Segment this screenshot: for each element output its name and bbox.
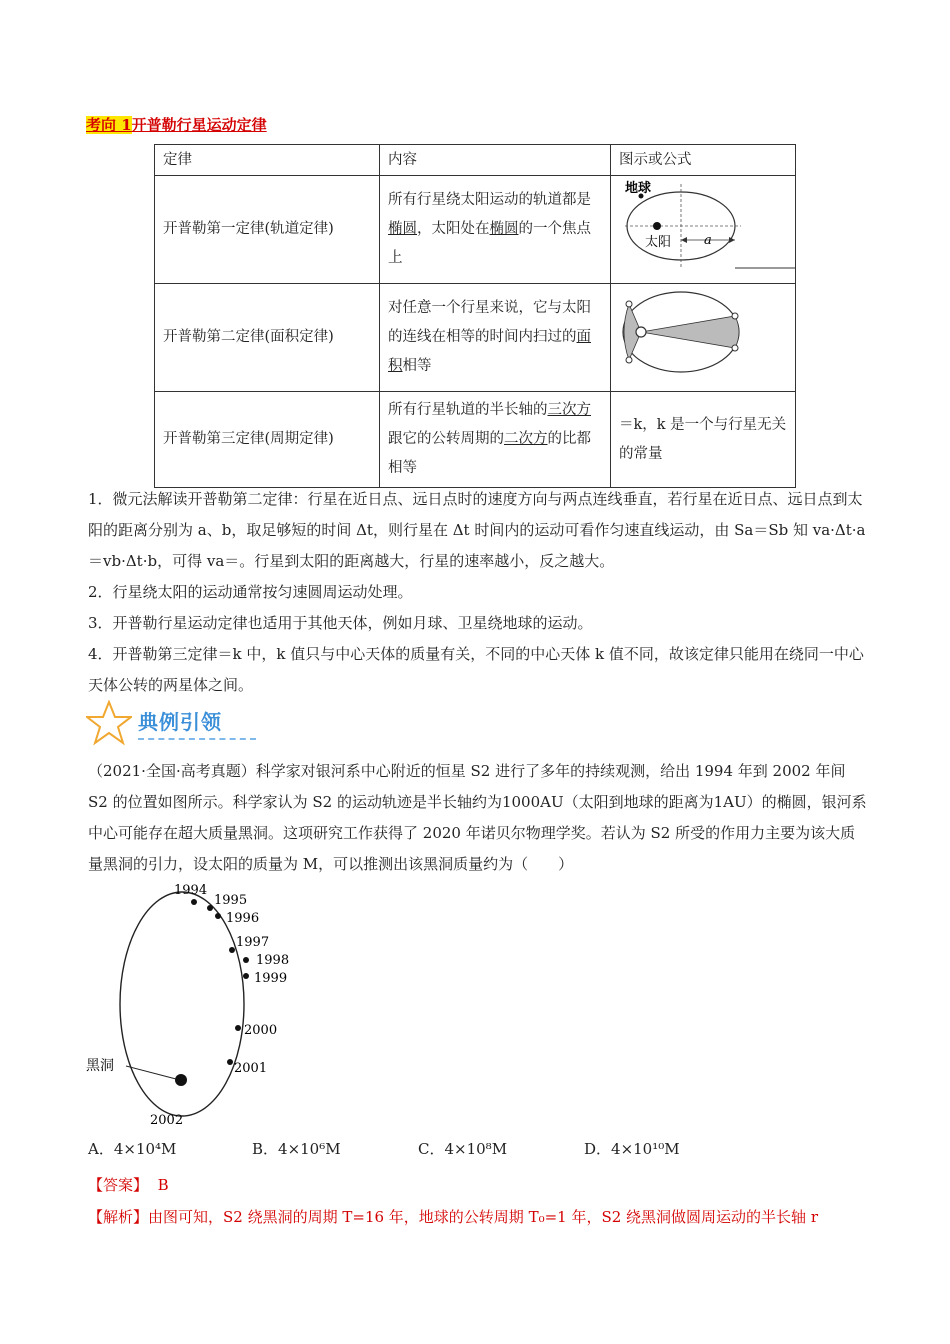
section-title bbox=[86, 114, 267, 135]
year-label: 2001 bbox=[234, 1061, 268, 1076]
table-row bbox=[155, 284, 796, 392]
second-law-diagram bbox=[611, 284, 796, 392]
year-label: 2000 bbox=[244, 1023, 278, 1038]
black-hole-label: 黑洞 bbox=[86, 1058, 114, 1074]
semi-axis-label: a bbox=[704, 233, 712, 248]
year-label: 1995 bbox=[214, 893, 248, 908]
answer-value: B bbox=[157, 1176, 169, 1194]
analysis-text: 由图可知，S2 绕黑洞的周期 T=16 年，地球的公转周期 T₀=1 年，S2 绕黑洞做圆周运动的半长轴 r bbox=[148, 1208, 818, 1226]
year-label: 1998 bbox=[256, 953, 290, 968]
choice-c[interactable]: C．4×10⁸M bbox=[418, 1140, 508, 1158]
example-heading bbox=[86, 700, 266, 744]
problem-text bbox=[88, 756, 868, 880]
sun-icon bbox=[636, 327, 646, 337]
earth-label: 地球 bbox=[625, 181, 652, 196]
law-name: 开普勒第一定律(轨道定律) bbox=[155, 176, 380, 284]
notes bbox=[88, 484, 868, 701]
choice-a[interactable]: A．4×10⁴M bbox=[88, 1140, 177, 1158]
ellipse-orbit-diagram bbox=[611, 176, 795, 272]
choice-b[interactable]: B．4×10⁶M bbox=[252, 1140, 341, 1158]
year-label: 2002 bbox=[150, 1113, 184, 1128]
law-content: 所有行星绕太阳运动的轨道都是椭圆，太阳处在椭圆的一个焦点上 bbox=[380, 176, 611, 284]
first-law-diagram bbox=[611, 176, 796, 284]
year-label: 1994 bbox=[174, 883, 208, 898]
law-name: 开普勒第三定律(周期定律) bbox=[155, 392, 380, 488]
section-title-text: 开普勒行星运动定律 bbox=[131, 116, 267, 134]
note-item: 1．微元法解读开普勒第二定律：行星在近日点、远日点时的速度方向与两点连线垂直，若行星在近日点、远日点到太阳的距离分别为 a、b，取足够短的时间 Δt，则行星在 Δt 时间内的运动可看作匀速直线运动，由 Sa＝Sb 知 va·Δt·a＝vb·Δt·b，可得 va＝。行星到太阳的距离越大，行星的速率越小，反之越大。 bbox=[88, 490, 866, 570]
law-name: 开普勒第二定律(面积定律) bbox=[155, 284, 380, 392]
header-law: 定律 bbox=[155, 145, 380, 176]
year-label: 1999 bbox=[254, 971, 288, 986]
area-law-diagram bbox=[611, 284, 779, 380]
note-item: 4．开普勒第三定律＝k 中，k 值只与中心天体的质量有关，不同的中心天体 k 值不同，故该定律只能用在绕同一中心天体公转的两星体之间。 bbox=[88, 645, 864, 694]
law-content: 对任意一个行星来说，它与太阳的连线在相等的时间内扫过的面积相等 bbox=[380, 284, 611, 392]
sun-icon bbox=[653, 222, 661, 230]
problem-stem: （2021·全国·高考真题）科学家对银河系中心附近的恒星 S2 进行了多年的持续观测，给出 1994 年到 2002 年间 S2 的位置如图所示。科学家认为 S2 的运动轨迹是半长轴约为1000AU（太阳到地球的距离为1AU）的椭圆，银河系中心可能存在超大质量黑洞。这项研究工作获得了 2020 年诺贝尔物理学奖。若认为 S2 所受的作用力主要为该大质量黑洞的引力，设太阳的质量为 M，可以推测出该黑洞质量约为（ ） bbox=[88, 762, 867, 873]
example-heading-label: 典例引领 bbox=[138, 710, 222, 734]
header-diagram: 图示或公式 bbox=[611, 145, 796, 176]
black-hole-icon bbox=[175, 1074, 187, 1086]
analysis-label: 【解析】 bbox=[88, 1208, 149, 1226]
note-item: 2．行星绕太阳的运动通常按匀速圆周运动处理。 bbox=[88, 583, 413, 601]
answer-label: 【答案】 bbox=[88, 1176, 149, 1194]
sun-label: 太阳 bbox=[645, 235, 672, 250]
note-item: 3．开普勒行星运动定律也适用于其他天体，例如月球、卫星绕地球的运动。 bbox=[88, 614, 593, 632]
choice-d[interactable]: D．4×10¹⁰M bbox=[584, 1140, 680, 1158]
third-law-formula: ＝k，k 是一个与行星无关的常量 bbox=[611, 392, 796, 488]
heading-underline bbox=[138, 738, 256, 740]
answer bbox=[88, 1174, 169, 1195]
table-row bbox=[155, 392, 796, 488]
table-row bbox=[155, 176, 796, 284]
analysis bbox=[88, 1206, 818, 1227]
header-content: 内容 bbox=[380, 145, 611, 176]
section-tag: 考向 1 bbox=[86, 116, 132, 134]
table-header-row bbox=[155, 145, 796, 176]
kepler-laws-table bbox=[154, 144, 796, 488]
year-label: 1997 bbox=[236, 935, 270, 950]
s2-orbit-figure bbox=[86, 880, 306, 1132]
law-content: 所有行星轨道的半长轴的三次方跟它的公转周期的二次方的比都相等 bbox=[380, 392, 611, 488]
star-icon bbox=[86, 700, 132, 746]
year-label: 1996 bbox=[226, 911, 260, 926]
